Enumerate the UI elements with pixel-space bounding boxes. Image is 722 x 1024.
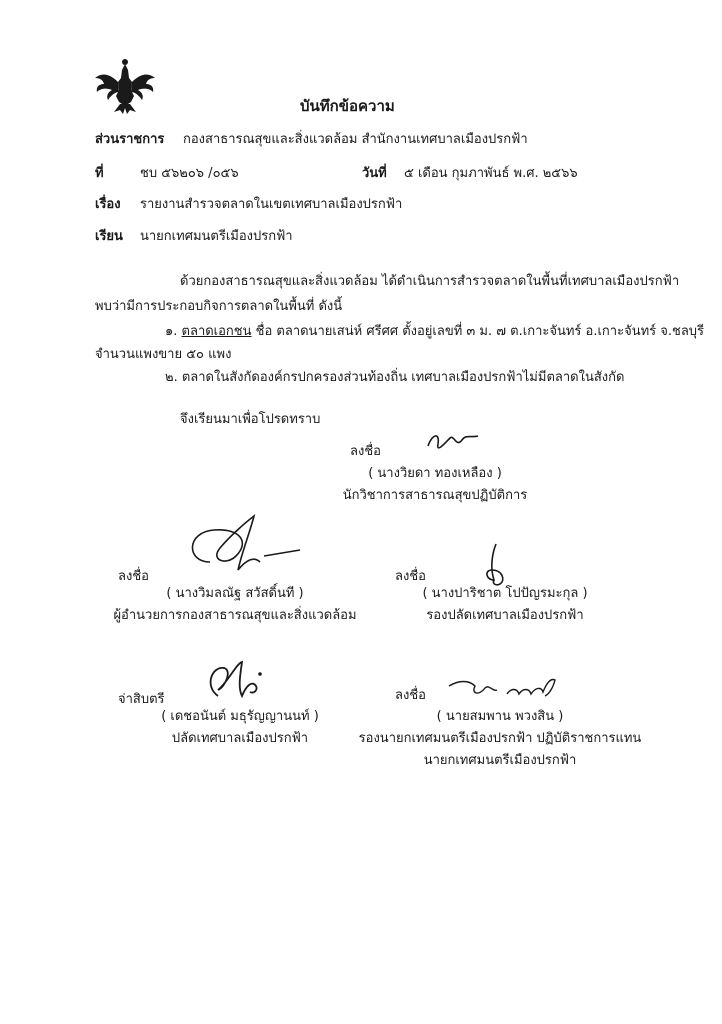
sig2-prefix: ลงชื่อ: [118, 569, 149, 584]
list-item-1: [165, 320, 704, 341]
sig4-position: ปลัดเทศบาลเมืองปรกฟ้า: [171, 731, 309, 746]
closing-text: จึงเรียนมาเพื่อโปรดทราบ: [180, 412, 321, 427]
dept-value: กองสาธารณสุขและสิ่งแวดล้อม สำนักงานเทศบาลเมืองปรกฟ้า: [183, 132, 528, 147]
date-value: ๕ เดือน กุมภาพันธ์ พ.ศ. ๒๕๖๖: [404, 166, 578, 181]
to-label: เรียน: [95, 229, 123, 244]
sig1-prefix: ลงชื่อ: [350, 444, 381, 459]
item1-underlined-label: ตลาดเอกชน: [181, 324, 252, 339]
signature-scribble-5: [445, 672, 565, 706]
sig3-prefix: ลงชื่อ: [395, 569, 426, 584]
sig5-position-line2: นายกเทศมนตรีเมืองปรกฟ้า: [423, 753, 577, 768]
subject-value: รายงานสำรวจตลาดในเขตเทศบาลเมืองปรกฟ้า: [140, 197, 403, 212]
to-value: นายกเทศมนตรีเมืองปรกฟ้า: [140, 229, 293, 244]
date-label: วันที่: [362, 166, 387, 181]
body-paragraph-line2: พบว่ามีการประกอบกิจการตลาดในพื้นที่ ดังนี้: [95, 299, 343, 314]
signature-scribble-4: [198, 656, 268, 706]
item1-line2: จำนวนแพงขาย ๕๐ แพง: [95, 347, 232, 362]
sig3-name: ( นางปาริชาต โปปัญรมะกุล ): [422, 586, 588, 601]
ref-label: ที่: [95, 166, 104, 181]
memo-title: บันทึกข้อความ: [300, 97, 395, 115]
item1-number: ๑.: [165, 324, 178, 339]
sig2-name: ( นางวิมลณัฐ สวัสดิ์นที ): [166, 586, 304, 601]
ref-value: ชบ ๕๖๒๐๖ /๐๕๖: [140, 166, 239, 181]
sig5-position: รองนายกเทศมนตรีเมืองปรกฟ้า ปฏิบัติราชการแทน: [358, 731, 642, 746]
sig4-prefix: จ่าสิบตรี: [118, 692, 165, 707]
sig2-position: ผู้อำนวยการกองสาธารณสุขและสิ่งแวดล้อม: [113, 608, 357, 623]
subject-label: เรื่อง: [95, 197, 121, 212]
garuda-emblem-icon: [92, 58, 158, 116]
body-paragraph-line1: ด้วยกองสาธารณสุขและสิ่งแวดล้อม ได้ดำเนินการสำรวจตลาดในพื้นที่เทศบาลเมืองปรกฟ้า: [180, 274, 680, 289]
sig1-name: ( นางวิยดา ทองเหลือง ): [368, 466, 502, 481]
item1-text: ชื่อ ตลาดนายเสน่ห์ ศรีศศ ตั้งอยู่เลขที่ ๓ ม. ๗ ต.เกาะจันทร์ อ.เกาะจันทร์ จ.ชลบุรี: [251, 324, 705, 339]
sig5-name: ( นายสมพาน พวงสิน ): [436, 709, 564, 724]
dept-label: ส่วนราชการ: [95, 132, 165, 147]
sig1-position: นักวิชาการสาธารณสุขปฏิบัติการ: [342, 488, 528, 503]
signature-scribble-2: [180, 512, 310, 582]
signature-scribble-1: [420, 424, 490, 458]
sig5-prefix: ลงชื่อ: [395, 688, 426, 703]
list-item-2: ๒. ตลาดในสังกัดองค์กรปกครองส่วนท้องถิ่น เทศบาลเมืองปรกฟ้าไม่มีตลาดในสังกัด: [165, 370, 625, 385]
sig4-name: ( เดชอนันต์ มธุรัญญานนท์ ): [161, 709, 319, 724]
sig3-position: รองปลัดเทศบาลเมืองปรกฟ้า: [426, 608, 584, 623]
